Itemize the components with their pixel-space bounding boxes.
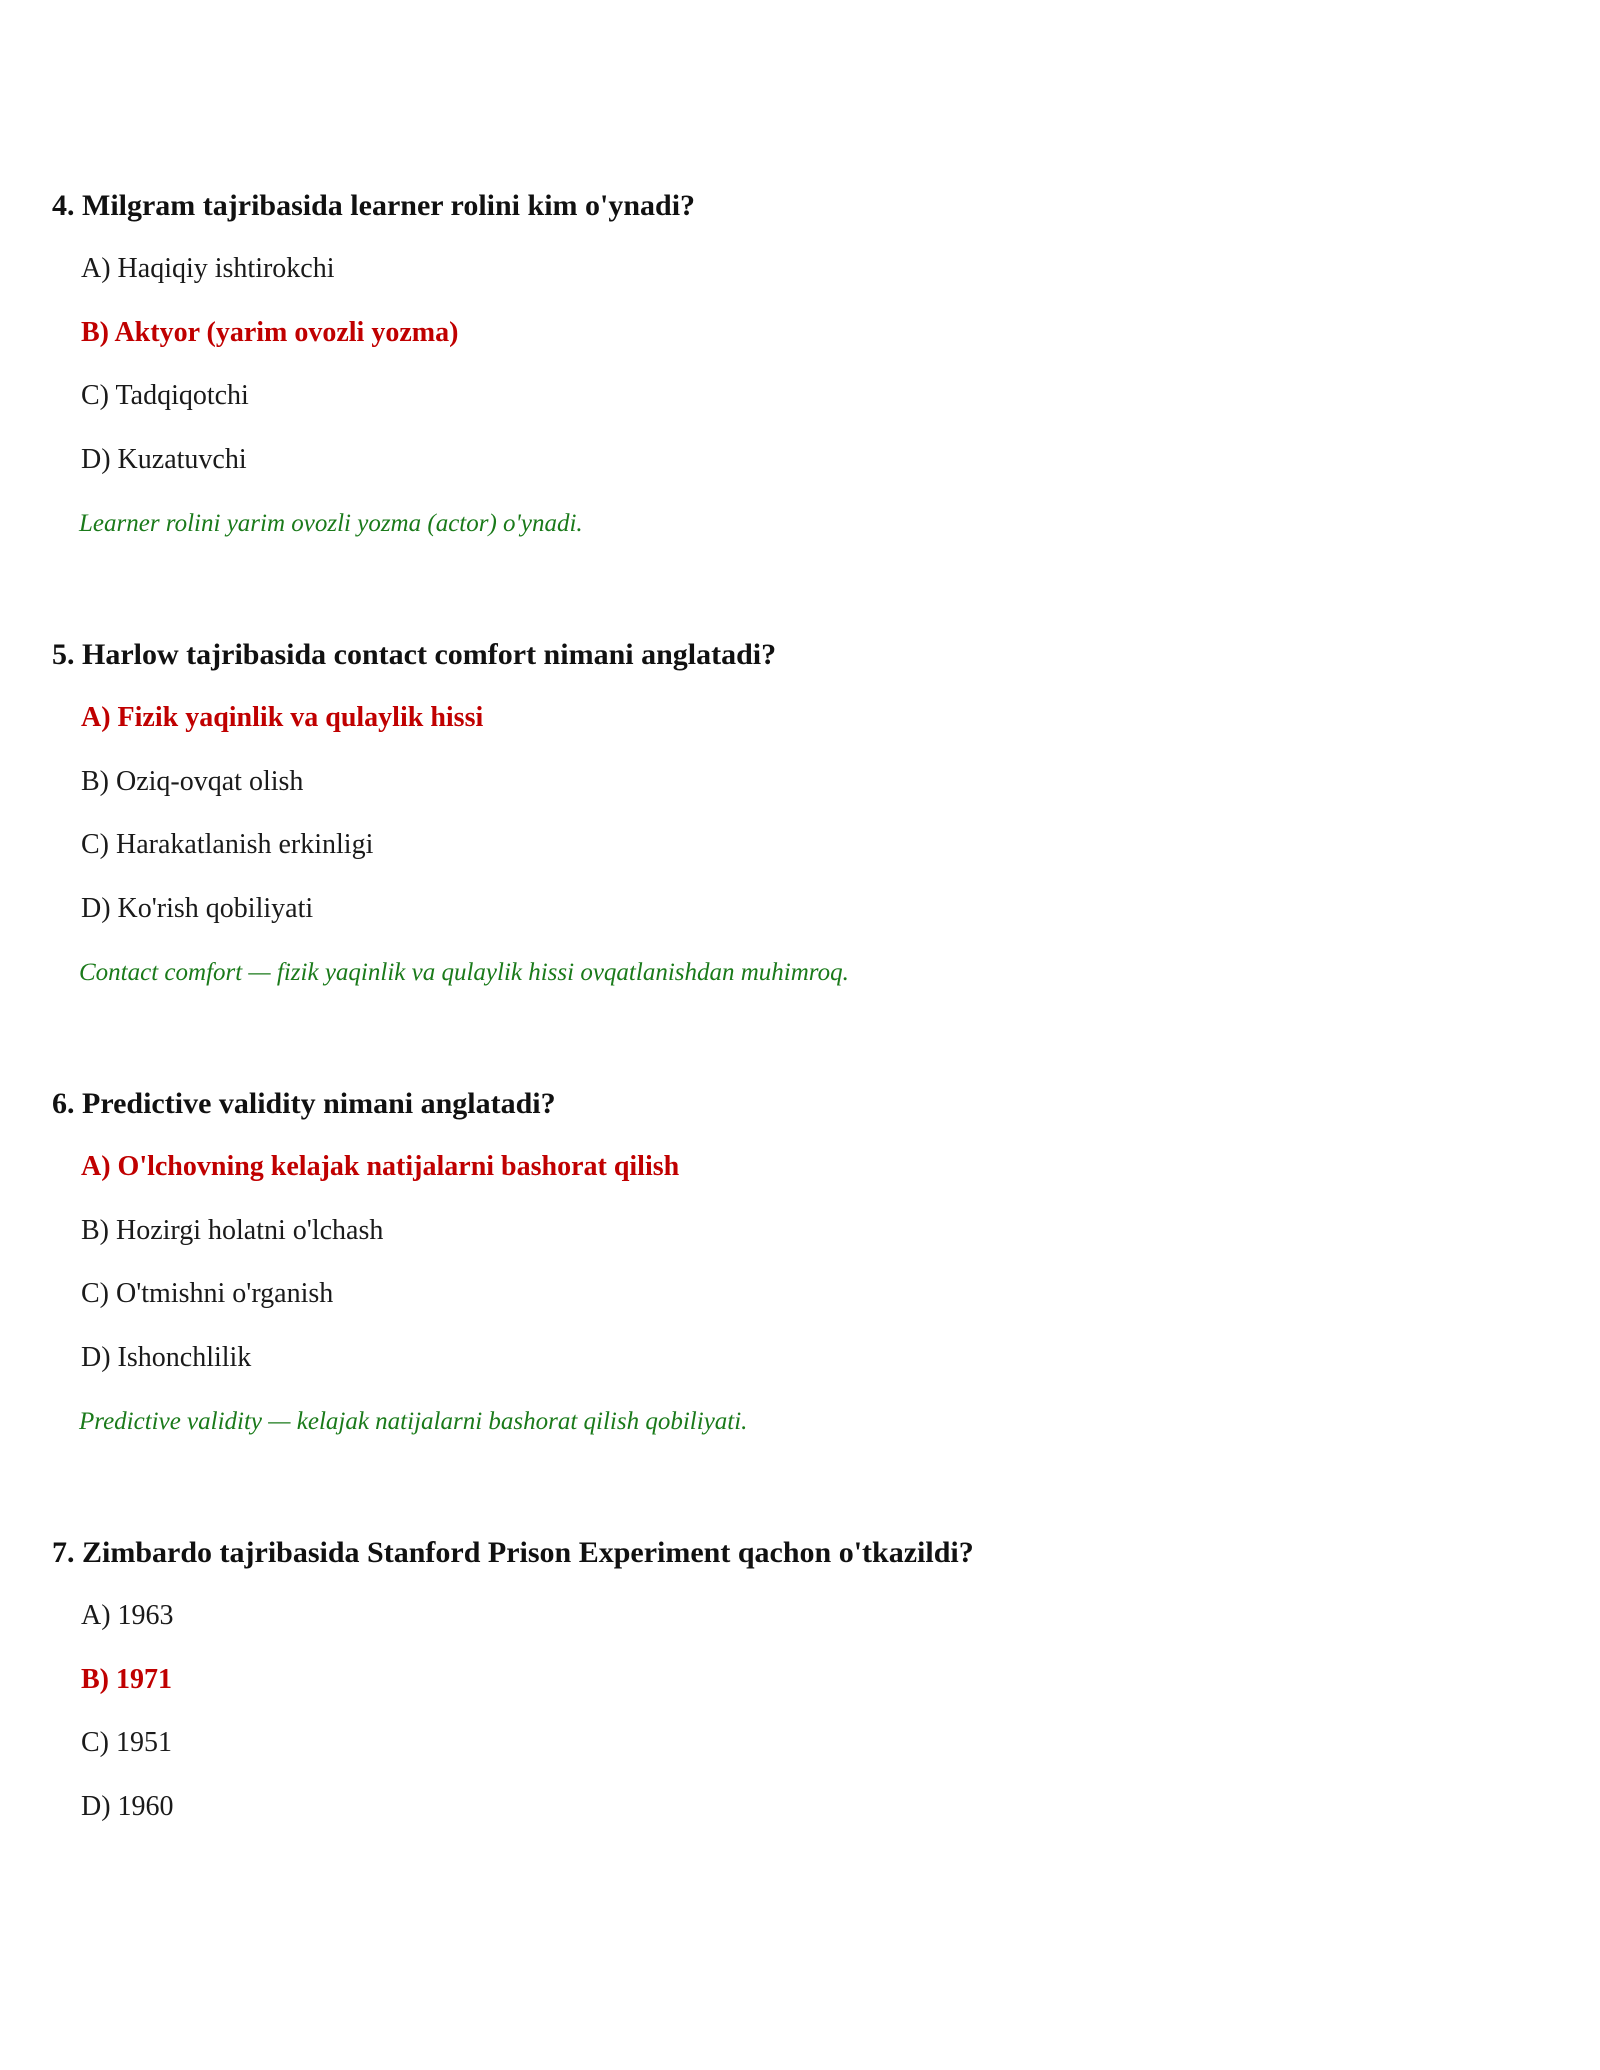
answer-option: C) O'tmishni o'rganish <box>81 1278 334 1309</box>
answer-explanation: Learner rolini yarim ovozli yozma (actor) o'ynadi. <box>79 510 583 537</box>
answer-option: D) Ishonchlilik <box>81 1342 252 1373</box>
answer-option: B) Hozirgi holatni o'lchash <box>81 1215 384 1246</box>
answer-explanation: Contact comfort — fizik yaqinlik va qulaylik hissi ovqatlanishdan muhimroq. <box>79 959 849 986</box>
correct-answer-option: A) O'lchovning kelajak natijalarni bashorat qilish <box>81 1151 680 1182</box>
answer-option: D) 1960 <box>81 1791 174 1822</box>
question-title: 7. Zimbardo tajribasida Stanford Prison Experiment qachon o'tkazildi? <box>52 1536 974 1569</box>
answer-option: C) 1951 <box>81 1727 172 1758</box>
answer-option: A) Haqiqiy ishtirokchi <box>81 253 335 284</box>
question-title: 4. Milgram tajribasida learner rolini kim o'ynadi? <box>52 189 696 222</box>
answer-option: A) 1963 <box>81 1600 174 1631</box>
answer-option: D) Ko'rish qobiliyati <box>81 893 314 924</box>
answer-option: C) Harakatlanish erkinligi <box>81 829 374 860</box>
answer-option: D) Kuzatuvchi <box>81 444 247 475</box>
question-title: 6. Predictive validity nimani anglatadi? <box>52 1087 556 1120</box>
answer-option: B) Oziq-ovqat olish <box>81 766 304 797</box>
answer-explanation: Predictive validity — kelajak natijalarni bashorat qilish qobiliyati. <box>79 1408 748 1435</box>
question-title: 5. Harlow tajribasida contact comfort nimani anglatadi? <box>52 638 777 671</box>
answer-option: C) Tadqiqotchi <box>81 380 249 411</box>
correct-answer-option: A) Fizik yaqinlik va qulaylik hissi <box>81 702 484 733</box>
correct-answer-option: B) Aktyor (yarim ovozli yozma) <box>81 317 459 348</box>
correct-answer-option: B) 1971 <box>81 1664 172 1695</box>
